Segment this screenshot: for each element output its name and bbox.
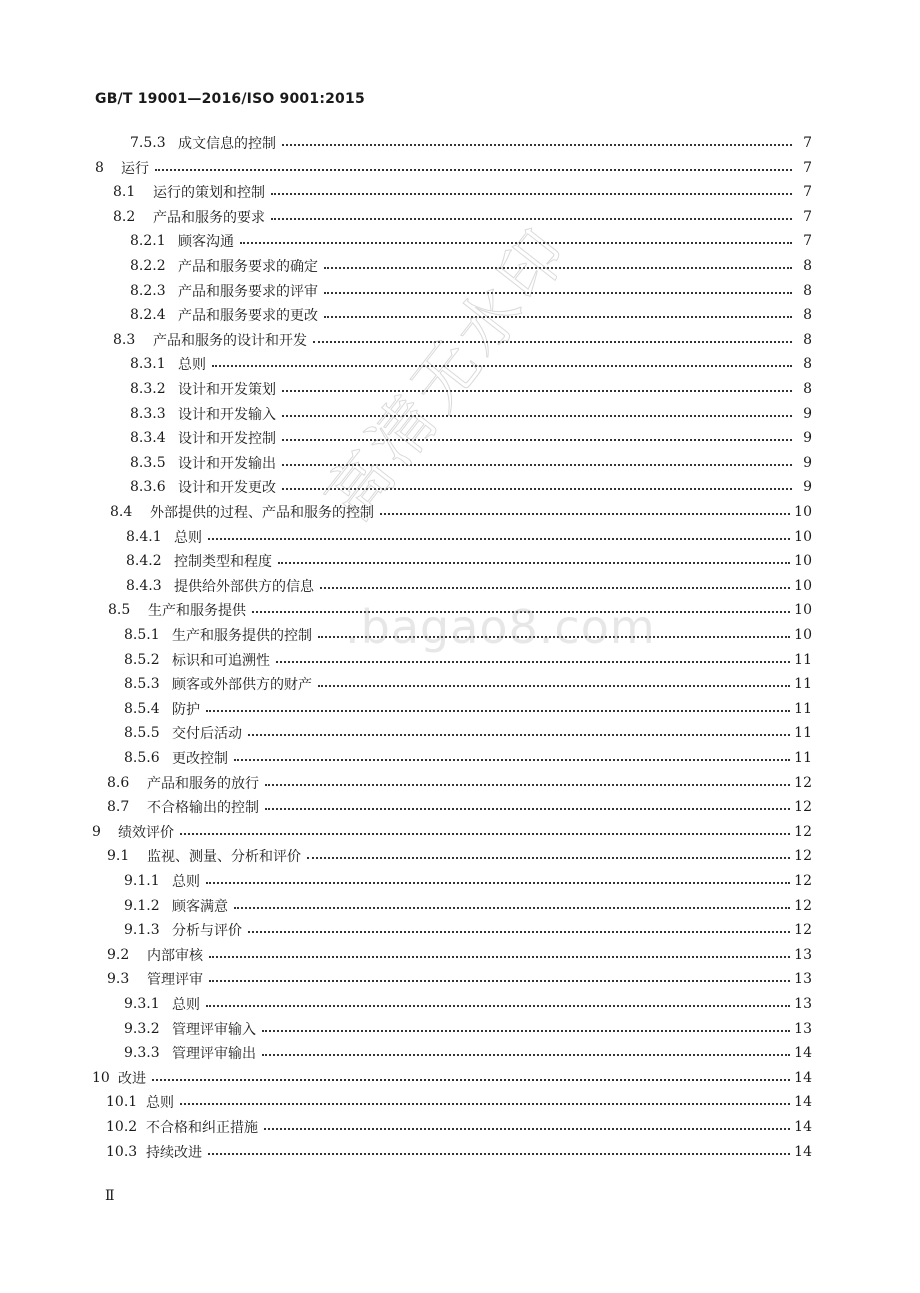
toc-entry-page: 8 [803,356,812,373]
toc-entry-number: 8.4.3 [126,577,162,594]
toc-entry-page: 13 [794,1020,812,1037]
toc-entry-number: 9.1.2 [124,897,160,914]
toc-entry-title: 内部审核 [147,947,203,964]
toc-entry[interactable] [106,1091,812,1113]
toc-entry-number: 8.3.1 [130,356,166,373]
toc-entry-page: 14 [794,1143,812,1160]
toc-entry-number: 8.3.3 [130,405,166,422]
toc-entry-title: 分析与评价 [172,923,242,940]
toc-entry-page: 7 [803,159,812,176]
toc-dot-leader [206,882,790,884]
toc-entry-title: 总则 [172,874,200,890]
toc-entry-title: 设计和开发输出 [178,455,276,472]
toc-entry-page: 8 [803,258,812,274]
toc-entry-number: 9.1 [107,848,130,865]
toc-entry[interactable] [106,1141,812,1163]
toc-entry-page: 11 [794,651,812,668]
toc-entry[interactable] [124,1042,812,1064]
toc-entry-number: 8.5.2 [124,651,160,668]
toc-entry[interactable] [124,895,812,917]
toc-entry-page: 13 [794,971,812,988]
toc-entry-page: 10 [794,627,812,643]
toc-entry-page: 7 [803,184,812,201]
toc-entry[interactable] [113,206,812,228]
toc-entry-number: 8.4 [110,504,133,520]
toc-entry-title: 产品和服务的设计和开发 [153,332,307,349]
toc-entry-number: 9.3.1 [124,996,160,1012]
toc-entry-title: 不合格输出的控制 [147,800,259,817]
toc-entry-page: 10 [794,528,812,545]
toc-entry-page: 11 [794,700,812,717]
standard-number-header: GB/T 19001—2016/ISO 9001:2015 [95,91,365,107]
toc-entry-title: 生产和服务提供 [148,603,246,620]
toc-entry-title: 改进 [118,1070,146,1087]
toc-entry-page: 8 [803,381,812,397]
toc-entry-page: 7 [803,233,812,250]
toc-entry[interactable] [107,845,812,867]
toc-entry-page: 12 [794,897,812,914]
toc-entry-number: 10.3 [106,1143,138,1160]
toc-dot-leader [271,193,792,195]
toc-dot-leader [380,513,790,515]
toc-entry[interactable] [92,821,812,843]
toc-entry-title: 不合格和纠正措施 [146,1120,258,1136]
toc-dot-leader [208,1153,790,1155]
toc-entry-page: 14 [794,1094,812,1111]
toc-entry[interactable] [124,698,812,720]
toc-entry[interactable] [124,1018,812,1040]
toc-entry-title: 生产和服务提供的控制 [172,628,312,644]
toc-entry-number: 8.5.5 [124,725,160,742]
toc-entry-title: 外部提供的过程、产品和服务的控制 [150,505,374,521]
toc-entry-number: 8.3 [113,331,136,348]
toc-entry-title: 设计和开发策划 [178,382,276,398]
toc-entry-page: 12 [794,799,812,816]
toc-entry-number: 8.1 [113,184,136,201]
toc-entry-page: 13 [794,996,812,1012]
toc-entry-title: 顾客满意 [172,898,228,915]
toc-dot-leader [265,808,790,810]
toc-entry-title: 管理评审输出 [172,1046,256,1063]
toc-entry-page: 12 [794,873,812,889]
toc-entry-number: 8.2.2 [130,258,166,274]
toc-entry-title: 产品和服务要求的评审 [178,283,318,300]
toc-entry-number: 7.5.3 [130,135,166,151]
toc-entry-page: 7 [803,135,812,151]
toc-entry-number: 8.5.4 [124,700,160,717]
toc-entry-number: 8.4.2 [126,553,162,570]
toc-dot-leader [318,685,790,687]
toc-entry-title: 总则 [146,1095,174,1112]
toc-entry-title: 控制类型和程度 [174,554,272,571]
toc-entry-title: 防护 [172,701,200,718]
toc-entry[interactable] [130,476,812,498]
toc-entry-number: 9.3.3 [124,1045,160,1062]
toc-entry-number: 10.2 [106,1119,138,1135]
toc-entry-page: 10 [794,602,812,619]
toc-entry[interactable] [130,230,812,252]
toc-entry-title: 提供给外部供方的信息 [174,578,314,595]
page-number-footer: Ⅱ [105,1188,115,1204]
toc-entry-page: 9 [803,430,812,447]
toc-entry-title: 持续改进 [146,1144,202,1161]
toc-entry-title: 顾客或外部供方的财产 [172,677,312,694]
toc-entry-page: 10 [794,553,812,570]
toc-entry-number: 9.1.1 [124,873,160,889]
toc-entry-page: 13 [794,946,812,963]
toc-dot-leader [248,734,790,736]
toc-dot-leader [276,661,790,663]
toc-entry-title: 标识和可追溯性 [172,652,270,669]
toc-entry-page: 9 [803,479,812,496]
toc-entry-page: 8 [803,331,812,348]
toc-entry-number: 9.3 [107,971,130,988]
toc-entry-title: 管理评审 [147,972,203,989]
toc-dot-leader [313,341,792,343]
toc-entry[interactable] [92,1067,812,1089]
toc-entry-title: 产品和服务的要求 [153,209,265,226]
toc-entry-number: 8.5.3 [124,676,160,693]
toc-dot-leader [208,538,790,540]
toc-entry-number: 8.2 [113,208,136,225]
toc-dot-leader [265,784,790,786]
toc-entry-title: 监视、测量、分析和评价 [147,849,301,866]
toc-entry-title: 产品和服务要求的更改 [178,308,318,325]
toc-entry[interactable] [107,968,812,990]
toc-entry[interactable] [124,722,812,744]
toc-entry-number: 8.3.6 [130,479,166,496]
toc-entry-number: 8.5.1 [124,627,160,643]
toc-entry-page: 14 [794,1119,812,1135]
toc-entry-number: 9 [92,823,101,840]
toc-entry[interactable] [126,575,812,597]
toc-entry[interactable] [130,427,812,449]
toc-dot-leader [278,562,790,564]
toc-dot-leader [307,857,790,859]
toc-entry-title: 绩效评价 [118,824,174,841]
toc-dot-leader [282,390,792,392]
toc-entry[interactable] [107,944,812,966]
toc-entry[interactable] [106,1116,812,1138]
toc-entry-page: 9 [803,405,812,422]
toc-entry-number: 8.3.2 [130,381,166,397]
toc-entry[interactable] [110,501,812,523]
watermark-url: .bagao8.com [345,600,656,654]
toc-entry[interactable] [95,157,812,179]
toc-entry-page: 11 [794,750,812,766]
toc-entry-page: 14 [794,1045,812,1062]
toc-entry-title: 产品和服务要求的确定 [178,259,318,275]
toc-entry[interactable] [124,747,812,769]
toc-entry[interactable] [107,796,812,818]
toc-dot-leader [209,956,790,958]
toc-entry-title: 总则 [172,997,200,1013]
toc-dot-leader [262,1030,790,1032]
toc-entry-number: 8.3.5 [130,454,166,471]
toc-entry-title: 总则 [178,357,206,374]
toc-entry-number: 10 [92,1069,110,1086]
toc-entry-number: 8.2.1 [130,233,166,250]
toc-entry-page: 12 [794,848,812,865]
toc-dot-leader [152,1079,790,1081]
toc-dot-leader [320,587,790,589]
toc-dot-leader [209,980,790,982]
toc-entry-number: 8.3.4 [130,430,166,447]
toc-entry-page: 10 [794,577,812,594]
toc-entry-number: 8.6 [107,774,130,791]
toc-entry-page: 12 [794,922,812,939]
toc-entry-page: 10 [794,504,812,520]
toc-entry-number: 10.1 [106,1094,138,1111]
toc-entry[interactable] [124,993,812,1015]
toc-dot-leader [155,169,792,171]
toc-entry-title: 交付后活动 [172,726,242,743]
toc-entry-title: 管理评审输入 [172,1021,256,1038]
toc-entry-title: 设计和开发更改 [178,480,276,497]
toc-entry-title: 更改控制 [172,751,228,767]
toc-entry-number: 8 [95,159,104,176]
toc-entry[interactable] [126,550,812,572]
watermark-chinese: 高清无水印 [311,213,586,535]
toc-entry-number: 9.2 [107,946,130,963]
toc-entry-title: 产品和服务的放行 [147,775,259,792]
toc-entry-page: 12 [794,823,812,840]
toc-dot-leader [206,1005,790,1007]
toc-entry-title: 成文信息的控制 [178,136,276,152]
toc-entry-number: 9.3.2 [124,1020,160,1037]
toc-entry[interactable] [126,526,812,548]
toc-entry[interactable] [124,870,812,892]
toc-dot-leader [262,1054,790,1056]
toc-entry-number: 8.7 [107,799,130,816]
toc-entry-title: 设计和开发控制 [178,431,276,448]
toc-entry-page: 9 [803,454,812,471]
toc-entry-title: 运行的策划和控制 [153,185,265,202]
toc-dot-leader [234,907,790,909]
toc-entry-page: 7 [803,208,812,225]
toc-entry-number: 8.5.6 [124,750,160,766]
toc-entry-title: 总则 [174,529,202,546]
toc-dot-leader [248,931,790,933]
toc-entry-number: 8.2.3 [130,282,166,299]
toc-entry-page: 8 [803,282,812,299]
toc-entry[interactable] [107,772,812,794]
toc-dot-leader [234,759,790,761]
toc-dot-leader [180,833,790,835]
toc-entry-number: 8.4.1 [126,528,162,545]
toc-dot-leader [282,144,792,146]
toc-entry-page: 12 [794,774,812,791]
toc-dot-leader [206,710,790,712]
toc-entry-number: 9.1.3 [124,922,160,939]
toc-entry[interactable] [130,132,812,154]
toc-entry-page: 11 [794,676,812,693]
toc-entry-title: 设计和开发输入 [178,406,276,423]
toc-dot-leader [180,1103,790,1105]
toc-dot-leader [324,316,792,318]
toc-entry-page: 11 [794,725,812,742]
toc-entry[interactable] [130,452,812,474]
toc-entry-number: 8.2.4 [130,307,166,324]
toc-entry-title: 运行 [121,160,149,177]
toc-entry-number: 8.5 [108,602,131,619]
toc-entry[interactable] [124,673,812,695]
toc-dot-leader [264,1128,790,1130]
toc-entry-page: 8 [803,307,812,324]
toc-entry-title: 顾客沟通 [178,234,234,251]
toc-entry[interactable] [124,919,812,941]
toc-entry-page: 14 [794,1069,812,1086]
toc-entry[interactable] [113,181,812,203]
